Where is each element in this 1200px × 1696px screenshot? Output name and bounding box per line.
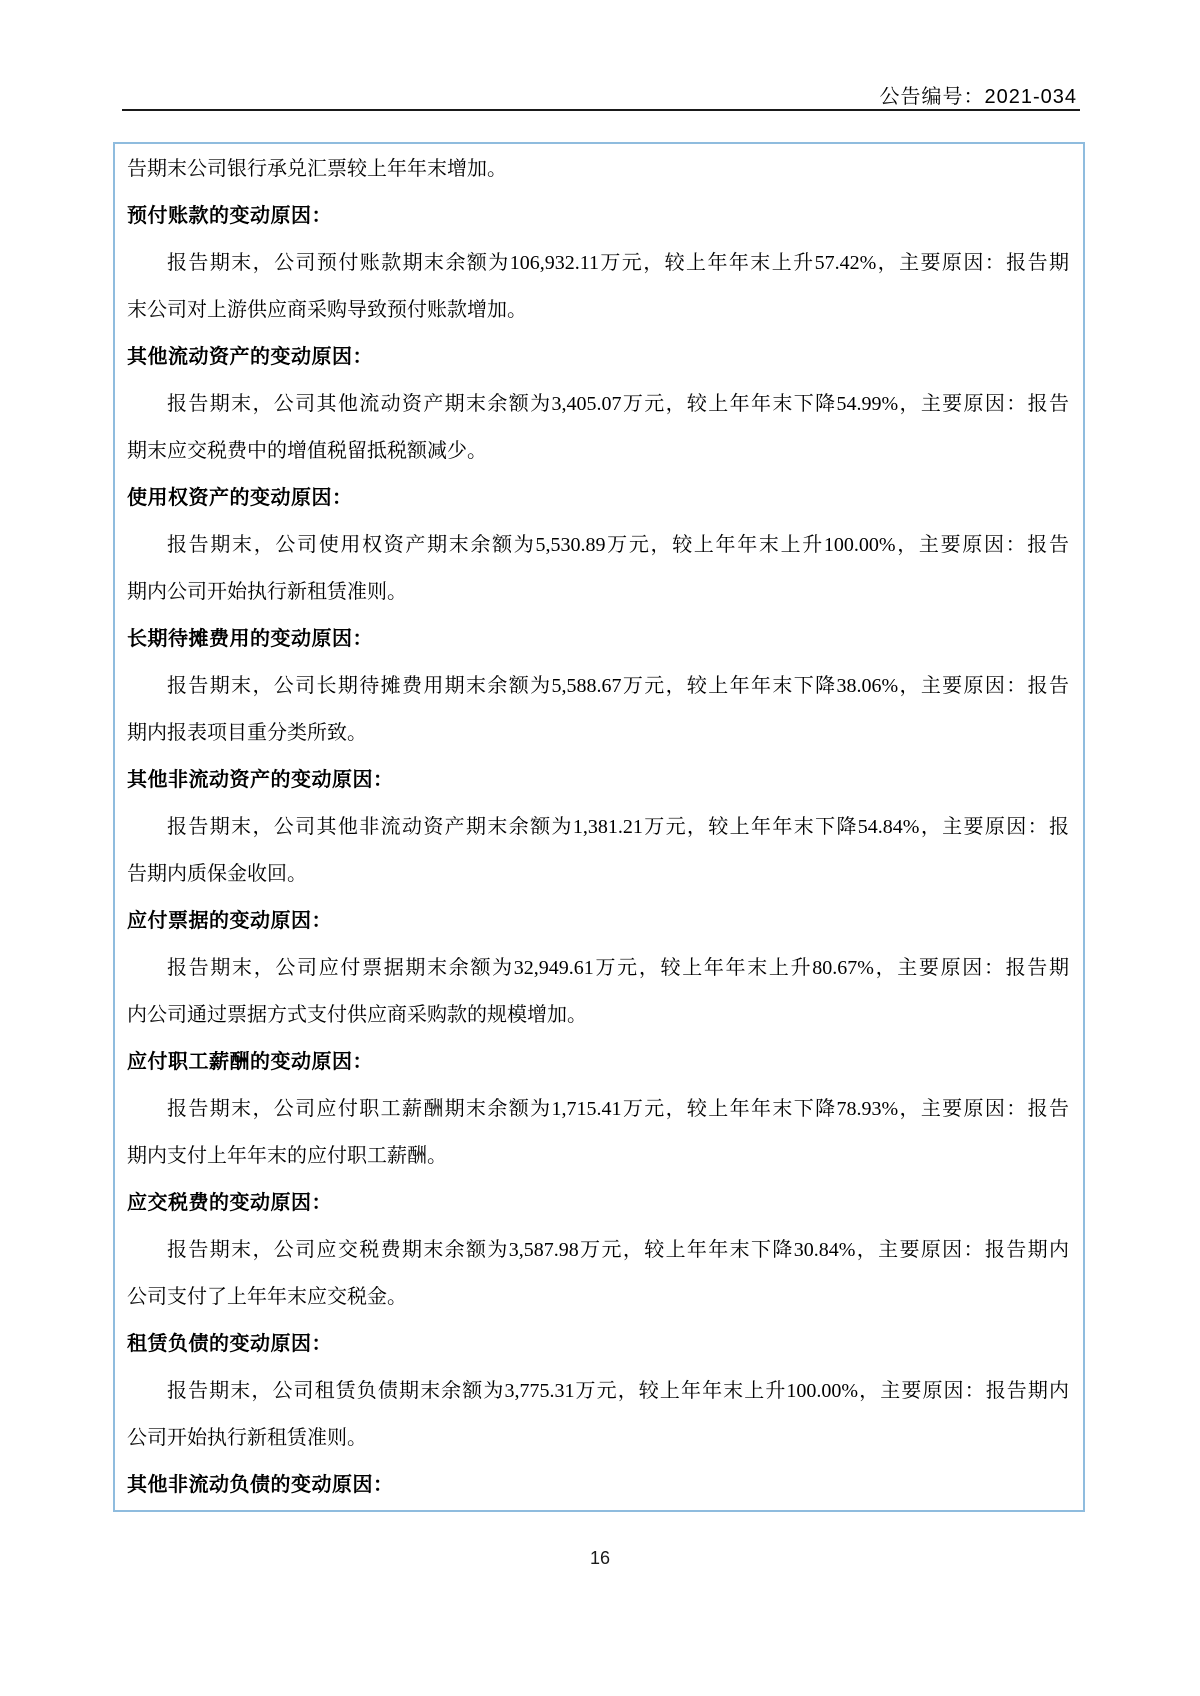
section-paragraph-line-1: 报告期末，公司应交税费期末余额为3,587.98万元，较上年年末下降30.84%，主要原因：报告期内 <box>167 1239 1069 1261</box>
section <box>127 1039 1069 1180</box>
section-paragraph-line-1: 报告期末，公司其他非流动资产期末余额为1,381.21万元，较上年年末下降54.84%，主要原因：报 <box>167 816 1069 838</box>
section-paragraph-line-2: 内公司通过票据方式支付供应商采购款的规模增加。 <box>127 1004 587 1026</box>
section-paragraph-line-2: 公司支付了上年年末应交税金。 <box>127 1286 407 1308</box>
section-paragraph-line-1: 报告期末，公司应付票据期末余额为32,949.61万元，较上年年末上升80.67%，主要原因：报告期 <box>167 957 1069 979</box>
section-paragraph-line-1: 报告期末，公司长期待摊费用期末余额为5,588.67万元，较上年年末下降38.06%，主要原因：报告 <box>167 675 1069 697</box>
section-paragraph-line-2: 期内报表项目重分类所致。 <box>127 722 367 744</box>
section-heading: 使用权资产的变动原因： <box>127 487 353 509</box>
section <box>127 1462 1069 1509</box>
section-heading: 租赁负债的变动原因： <box>127 1333 332 1355</box>
section-paragraph-line-2: 期内支付上年年末的应付职工薪酬。 <box>127 1145 447 1167</box>
section <box>127 193 1069 334</box>
section <box>127 334 1069 475</box>
section-paragraph-line-1: 报告期末，公司预付账款期末余额为106,932.11万元，较上年年末上升57.42%，主要原因：报告期 <box>167 252 1069 274</box>
section-heading: 其他非流动负债的变动原因： <box>127 1474 394 1496</box>
section-paragraph-line-2: 期末应交税费中的增值税留抵税额减少。 <box>127 440 487 462</box>
section-heading: 其他非流动资产的变动原因： <box>127 769 394 791</box>
section <box>127 898 1069 1039</box>
section-paragraph-line-2: 期内公司开始执行新租赁准则。 <box>127 581 407 603</box>
section <box>127 757 1069 898</box>
section-paragraph-line-2: 公司开始执行新租赁准则。 <box>127 1427 367 1449</box>
section-heading: 应交税费的变动原因： <box>127 1192 332 1214</box>
header-divider <box>122 109 1080 111</box>
sections-list <box>127 193 1069 1509</box>
section-heading: 应付票据的变动原因： <box>127 910 332 932</box>
intro-paragraph-continuation: 告期末公司银行承兑汇票较上年年末增加。 <box>127 158 507 180</box>
section-paragraph-line-1: 报告期末，公司使用权资产期末余额为5,530.89万元，较上年年末上升100.00%，主要原因：报告 <box>167 534 1069 556</box>
section-paragraph-line-1: 报告期末，公司租赁负债期末余额为3,775.31万元，较上年年末上升100.00%，主要原因：报告期内 <box>167 1380 1069 1402</box>
section-paragraph-line-2: 末公司对上游供应商采购导致预付账款增加。 <box>127 299 527 321</box>
content-box <box>113 142 1085 1512</box>
section-heading: 其他流动资产的变动原因： <box>127 346 373 368</box>
doc-number: 公告编号：2021-034 <box>879 86 1077 108</box>
section <box>127 1180 1069 1321</box>
section <box>127 616 1069 757</box>
section-heading: 预付账款的变动原因： <box>127 205 332 227</box>
section-paragraph-line-1: 报告期末，公司其他流动资产期末余额为3,405.07万元，较上年年末下降54.99%，主要原因：报告 <box>167 393 1069 415</box>
page-number: 16 <box>589 1548 611 1568</box>
section-paragraph-line-1: 报告期末，公司应付职工薪酬期末余额为1,715.41万元，较上年年末下降78.93%，主要原因：报告 <box>167 1098 1069 1120</box>
section <box>127 1321 1069 1462</box>
section-heading: 应付职工薪酬的变动原因： <box>127 1051 373 1073</box>
section-paragraph-line-2: 告期内质保金收回。 <box>127 863 307 885</box>
section-heading: 长期待摊费用的变动原因： <box>127 628 373 650</box>
section <box>127 475 1069 616</box>
